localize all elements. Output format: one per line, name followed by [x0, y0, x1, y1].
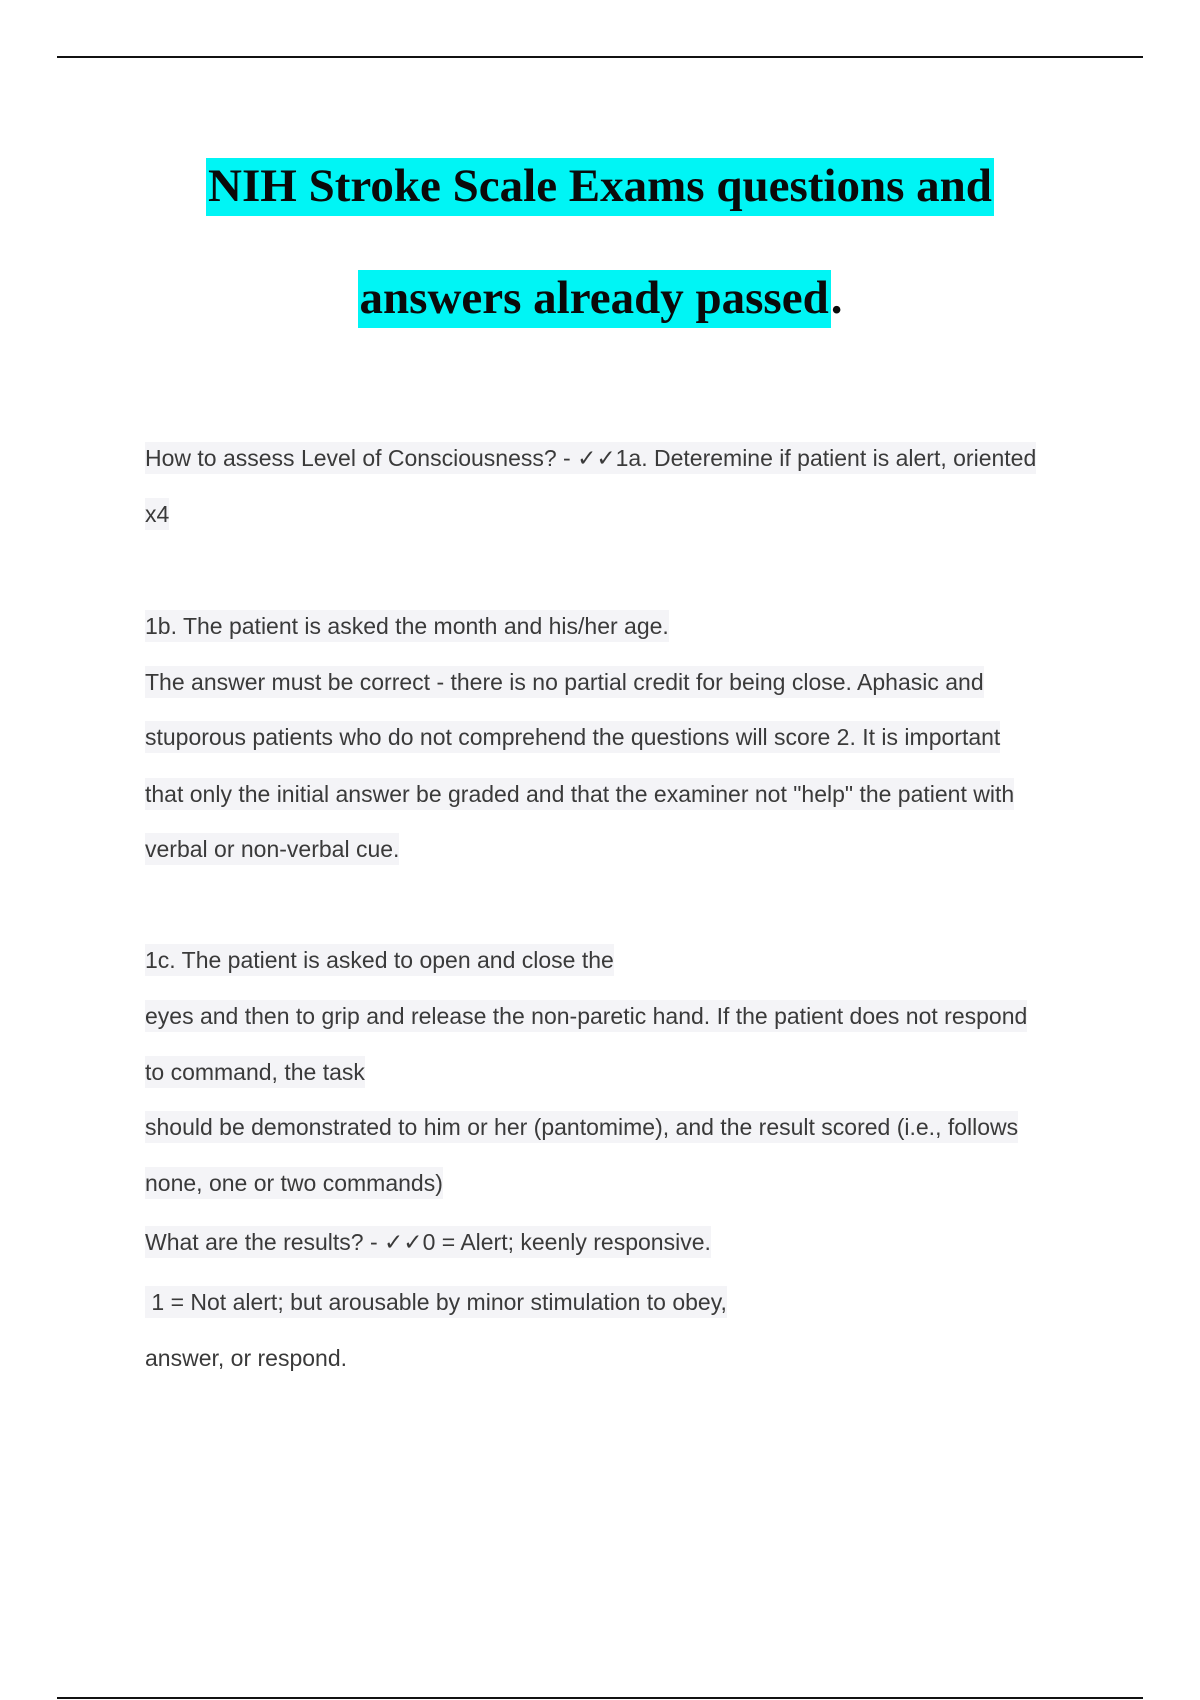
para-1c-line-1: 1c. The patient is asked to open and close the	[145, 947, 614, 974]
footer-rule	[57, 1697, 1143, 1699]
para-1b-line-4: that only the initial answer be graded and that the examiner not "help" the patient with	[145, 781, 1014, 808]
para-1b-line-2: The answer must be correct - there is no partial credit for being close. Aphasic and	[145, 669, 984, 696]
question-results-line-1: What are the results? - ✓✓0 = Alert; keenly responsive.	[145, 1229, 711, 1256]
title-line-2	[0, 242, 1200, 354]
question-results-line-3: answer, or respond.	[145, 1345, 348, 1371]
para-1c-line-4: should be demonstrated to him or her (pantomime), and the result scored (i.e., follows	[145, 1114, 1018, 1141]
para-1c-line-3: to command, the task	[145, 1059, 365, 1086]
header-rule	[57, 56, 1143, 58]
title-line-1	[0, 130, 1200, 242]
para-1b-line-5: verbal or non-verbal cue.	[145, 836, 399, 863]
title-highlight-1: NIH Stroke Scale Exams questions and	[206, 158, 994, 216]
question-results-line-2: 1 = Not alert; but arousable by minor stimulation to obey,	[145, 1289, 727, 1316]
question-loc-line-1: How to assess Level of Consciousness? - ✓✓1a. Deteremine if patient is alert, oriented	[145, 445, 1036, 472]
para-1b-line-1: 1b. The patient is asked the month and his/her age.	[145, 613, 669, 640]
question-loc-line-2: x4	[145, 501, 169, 528]
title-highlight-2: answers already passed	[358, 270, 831, 328]
para-1b-line-3: stuporous patients who do not comprehend the questions will score 2. It is important	[145, 724, 1000, 751]
para-1c-line-2: eyes and then to grip and release the non-paretic hand. If the patient does not respond	[145, 1003, 1027, 1030]
document-title	[0, 130, 1200, 354]
para-1c-line-5: none, one or two commands)	[145, 1170, 443, 1197]
title-period: .	[830, 272, 843, 324]
